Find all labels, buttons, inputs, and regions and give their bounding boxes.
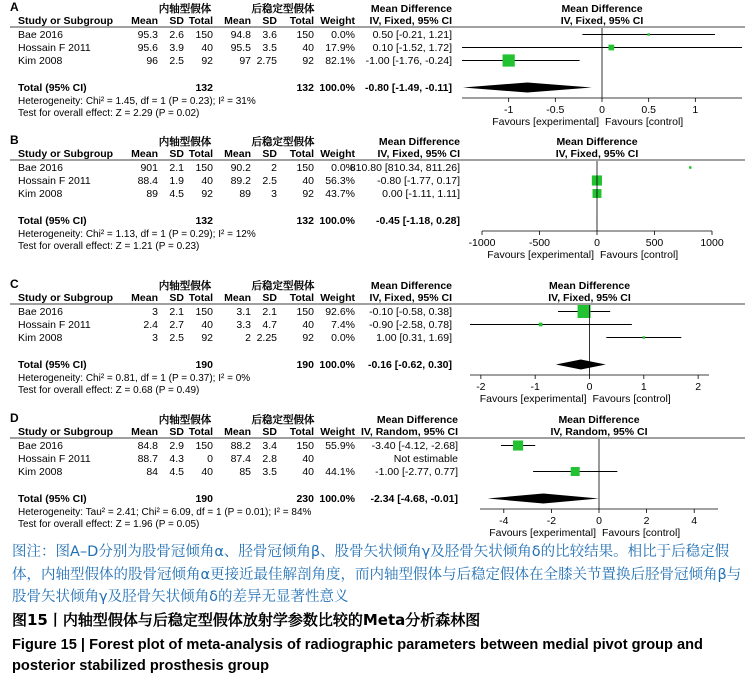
column-header: Mean xyxy=(224,148,251,160)
cell-weight: 43.7% xyxy=(325,188,355,200)
cell-sd-ctrl: 3.5 xyxy=(262,42,277,54)
column-header: Study or Subgroup xyxy=(18,292,114,304)
column-header: Weight xyxy=(320,148,355,160)
study-name: Bae 2016 xyxy=(18,29,63,41)
study-name: Kim 2008 xyxy=(18,188,63,200)
total-weight: 100.0% xyxy=(319,82,355,94)
cell-mean-exp: 3 xyxy=(152,306,158,318)
x-tick-label: 2 xyxy=(643,515,650,527)
effect-marker xyxy=(647,33,650,36)
cell-sd-exp: 2.5 xyxy=(169,55,184,67)
column-header: Total xyxy=(188,15,213,27)
cell-weight: 7.4% xyxy=(331,319,355,331)
cell-ci: -3.40 [-4.12, -2.68] xyxy=(371,440,458,452)
cell-weight: 0.0% xyxy=(331,162,355,174)
cell-sd-exp: 1.9 xyxy=(169,175,184,187)
column-header: Mean xyxy=(224,426,251,438)
total-n-ctrl: 190 xyxy=(296,359,314,371)
column-header: IV, Fixed, 95% CI xyxy=(377,148,460,160)
study-name: Kim 2008 xyxy=(18,332,63,344)
effect-marker xyxy=(643,336,646,339)
cell-mean-exp: 95.3 xyxy=(137,29,158,41)
favours-control: Favours [control] xyxy=(602,527,681,539)
column-header: Total xyxy=(188,426,213,438)
total-n-ctrl: 132 xyxy=(296,215,314,227)
study-name: Hossain F 2011 xyxy=(18,319,91,331)
cell-sd-exp: 4.5 xyxy=(169,466,184,478)
cell-mean-exp: 3 xyxy=(152,332,158,344)
column-header: Mean xyxy=(131,15,158,27)
cell-total-exp: 40 xyxy=(201,42,213,54)
study-name: Hossain F 2011 xyxy=(18,42,91,54)
plot-md-header: Mean Difference xyxy=(556,136,638,148)
column-header: Mean xyxy=(224,15,251,27)
effect-marker xyxy=(513,440,523,450)
column-header: Total xyxy=(289,292,314,304)
x-tick-label: 1000 xyxy=(700,237,724,249)
study-name: Hossain F 2011 xyxy=(18,175,91,187)
plot-method-header: IV, Fixed, 95% CI xyxy=(548,292,631,304)
figure-title-en: Figure 15 | Forest plot of meta-analysis of radiographic parameters between medial pivot group and posterior stabilized prosthesis group xyxy=(12,637,703,674)
x-tick-label: 1 xyxy=(640,381,647,393)
cell-total-ctrl: 92 xyxy=(302,332,314,344)
column-header: SD xyxy=(169,292,184,304)
md-header: Mean Difference xyxy=(370,280,452,292)
total-ci: -0.45 [-1.18, 0.28] xyxy=(375,215,460,227)
heterogeneity-text: Heterogeneity: Chi² = 0.81, df = 1 (P = 0.37); I² = 0% xyxy=(18,373,251,384)
cell-weight: 17.9% xyxy=(325,42,355,54)
cell-total-exp: 92 xyxy=(201,332,213,344)
column-header: Total xyxy=(188,292,213,304)
cell-mean-ctrl: 87.4 xyxy=(230,453,251,465)
total-label: Total (95% CI) xyxy=(18,215,87,227)
overall-effect-text: Test for overall effect: Z = 1.21 (P = 0.23) xyxy=(18,241,200,252)
total-ci: -0.16 [-0.62, 0.30] xyxy=(367,359,452,371)
cell-ci: -0.10 [-0.58, 0.38] xyxy=(369,306,452,318)
cell-sd-exp: 2.9 xyxy=(169,440,184,452)
md-header: Mean Difference xyxy=(378,136,460,148)
cell-ci: 0.00 [-1.11, 1.11] xyxy=(382,188,460,200)
cell-sd-exp: 2.7 xyxy=(169,319,184,331)
cell-total-ctrl: 92 xyxy=(302,55,314,67)
cell-mean-exp: 84.8 xyxy=(137,440,158,452)
total-n-ctrl: 230 xyxy=(296,493,314,505)
column-header: SD xyxy=(262,15,277,27)
x-tick-label: -1000 xyxy=(468,237,496,249)
cell-mean-ctrl: 94.8 xyxy=(230,29,251,41)
cell-sd-ctrl: 3.6 xyxy=(262,29,277,41)
panel-letter-A: A xyxy=(10,0,19,14)
cell-mean-ctrl: 3.1 xyxy=(236,306,251,318)
favours-experimental: Favours [experimental] xyxy=(492,116,599,128)
cell-ci: 0.50 [-0.21, 1.21] xyxy=(372,29,452,41)
favours-control: Favours [control] xyxy=(605,116,684,128)
plot-method-header: IV, Fixed, 95% CI xyxy=(555,148,639,160)
cell-sd-ctrl: 2.75 xyxy=(256,55,277,67)
cell-total-ctrl: 150 xyxy=(296,29,314,41)
x-tick-label: -1 xyxy=(503,104,514,116)
column-header: Study or Subgroup xyxy=(18,148,114,160)
x-tick-label: 1 xyxy=(692,104,699,116)
plot-md-header: Mean Difference xyxy=(561,3,643,15)
cell-sd-ctrl: 3 xyxy=(271,188,277,200)
md-header: Mean Difference xyxy=(376,414,458,426)
cell-mean-exp: 88.4 xyxy=(137,175,158,187)
column-header: SD xyxy=(262,426,277,438)
favours-control: Favours [control] xyxy=(600,249,679,261)
column-header: Total xyxy=(188,148,213,160)
cell-total-ctrl: 40 xyxy=(302,319,314,331)
cell-mean-exp: 95.6 xyxy=(137,42,158,54)
cell-total-ctrl: 40 xyxy=(302,42,314,54)
cell-mean-exp: 2.4 xyxy=(143,319,158,331)
study-name: Kim 2008 xyxy=(18,466,63,478)
plot-method-header: IV, Fixed, 95% CI xyxy=(560,15,644,27)
x-tick-label: -2 xyxy=(546,515,557,527)
cell-mean-ctrl: 89.2 xyxy=(230,175,251,187)
cell-weight: 0.0% xyxy=(331,332,355,344)
column-header: Total xyxy=(289,148,314,160)
cell-total-ctrl: 92 xyxy=(302,188,314,200)
cell-mean-ctrl: 89 xyxy=(239,188,251,200)
total-n-exp: 132 xyxy=(195,82,213,94)
total-label: Total (95% CI) xyxy=(18,82,87,94)
effect-marker xyxy=(503,54,515,66)
cell-total-ctrl: 150 xyxy=(296,162,314,174)
cell-ci: -1.00 [-1.76, -0.24] xyxy=(365,55,452,67)
cell-total-exp: 150 xyxy=(195,306,213,318)
plot-md-header: Mean Difference xyxy=(548,280,631,292)
column-header: IV, Random, 95% CI xyxy=(360,426,458,438)
column-header: SD xyxy=(262,292,277,304)
cell-sd-ctrl: 2 xyxy=(271,162,277,174)
x-tick-label: -4 xyxy=(499,515,509,527)
x-tick-label: -1 xyxy=(530,381,540,393)
cell-mean-exp: 96 xyxy=(146,55,158,67)
x-tick-label: -2 xyxy=(476,381,486,393)
group-header-control: 后稳定型假体 xyxy=(251,3,315,15)
pooled-diamond xyxy=(556,360,606,370)
total-weight: 100.0% xyxy=(319,493,355,505)
favours-experimental: Favours [experimental] xyxy=(489,527,596,539)
cell-mean-exp: 84 xyxy=(146,466,158,478)
figure-note: 图注：图A–D分别为股骨冠倾角α、胫骨冠倾角β、股骨矢状倾角γ及胫骨矢状倾角δ的比较结果。相比于后稳定假体，内轴型假体的股骨冠倾角α更接近最佳解剖角度，而内轴型假体与后稳定假体在全膝关节置换后胫骨冠倾角β与股骨矢状倾角γ及胫骨矢状倾角δ的差异无显著性意义 xyxy=(12,544,742,605)
cell-sd-ctrl: 3.4 xyxy=(262,440,277,452)
total-n-exp: 190 xyxy=(195,359,213,371)
effect-marker xyxy=(608,45,614,51)
panel-letter-C: C xyxy=(10,277,19,291)
cell-sd-exp: 2.1 xyxy=(169,306,184,318)
total-n-ctrl: 132 xyxy=(296,82,314,94)
heterogeneity-text: Heterogeneity: Chi² = 1.45, df = 1 (P = 0.23); I² = 31% xyxy=(18,96,256,107)
panel-letter-D: D xyxy=(10,411,19,425)
group-header-experimental: 内轴型假体 xyxy=(158,3,212,15)
column-header: SD xyxy=(169,148,184,160)
cell-weight: 92.6% xyxy=(325,306,355,318)
group-header-experimental: 内轴型假体 xyxy=(158,136,212,148)
overall-effect-text: Test for overall effect: Z = 2.29 (P = 0.02) xyxy=(18,108,200,119)
cell-total-exp: 150 xyxy=(195,29,213,41)
column-header: Total xyxy=(289,15,314,27)
favours-control: Favours [control] xyxy=(592,393,671,405)
study-name: Bae 2016 xyxy=(18,306,63,318)
cell-sd-exp: 2.5 xyxy=(169,332,184,344)
x-tick-label: 0 xyxy=(599,104,605,116)
pooled-diamond xyxy=(488,494,599,504)
effect-marker xyxy=(578,305,591,318)
cell-mean-exp: 901 xyxy=(140,162,158,174)
x-tick-label: 2 xyxy=(695,381,702,393)
cell-mean-exp: 89 xyxy=(146,188,158,200)
cell-total-exp: 150 xyxy=(195,440,213,452)
group-header-experimental: 内轴型假体 xyxy=(158,280,212,292)
column-header: Total xyxy=(289,426,314,438)
cell-sd-exp: 2.6 xyxy=(169,29,184,41)
cell-ci: 1.00 [0.31, 1.69] xyxy=(376,332,452,344)
cell-mean-ctrl: 85 xyxy=(239,466,251,478)
cell-ci: 810.80 [810.34, 811.26] xyxy=(349,162,460,174)
heterogeneity-text: Heterogeneity: Tau² = 2.41; Chi² = 6.09, df = 1 (P = 0.01); I² = 84% xyxy=(18,507,312,518)
column-header: Mean xyxy=(131,148,158,160)
total-ci: -2.34 [-4.68, -0.01] xyxy=(370,493,458,505)
x-tick-label: 0 xyxy=(596,515,602,527)
cell-mean-exp: 88.7 xyxy=(137,453,158,465)
cell-sd-ctrl: 2.8 xyxy=(262,453,277,465)
cell-sd-exp: 4.5 xyxy=(169,188,184,200)
cell-mean-ctrl: 95.5 xyxy=(230,42,251,54)
overall-effect-text: Test for overall effect: Z = 1.96 (P = 0.05) xyxy=(18,519,200,530)
favours-experimental: Favours [experimental] xyxy=(479,393,587,405)
cell-sd-exp: 4.3 xyxy=(169,453,184,465)
x-tick-label: 0 xyxy=(586,381,593,393)
column-header: SD xyxy=(169,15,184,27)
md-header: Mean Difference xyxy=(370,3,452,15)
plot-method-header: IV, Random, 95% CI xyxy=(550,426,648,438)
panel-letter-B: B xyxy=(10,133,19,147)
x-tick-label: 500 xyxy=(645,237,664,249)
group-header-control: 后稳定型假体 xyxy=(251,414,315,426)
cell-ci: 0.10 [-1.52, 1.72] xyxy=(372,42,452,54)
total-ci: -0.80 [-1.49, -0.11] xyxy=(365,82,452,94)
figure-title-cn: 图15丨内轴型假体与后稳定型假体放射学参数比较的Meta分析森林图 xyxy=(12,611,481,629)
group-header-control: 后稳定型假体 xyxy=(251,136,315,148)
total-n-exp: 190 xyxy=(195,493,213,505)
favours-experimental: Favours [experimental] xyxy=(487,249,594,261)
overall-effect-text: Test for overall effect: Z = 0.68 (P = 0.49) xyxy=(18,385,200,396)
cell-weight: 55.9% xyxy=(325,440,355,452)
column-header: Weight xyxy=(320,426,355,438)
cell-weight: 82.1% xyxy=(325,55,355,67)
cell-weight: 44.1% xyxy=(325,466,355,478)
cell-total-ctrl: 40 xyxy=(302,466,314,478)
column-header: IV, Fixed, 95% CI xyxy=(369,15,452,27)
cell-sd-ctrl: 2.5 xyxy=(262,175,277,187)
column-header: SD xyxy=(169,426,184,438)
total-n-exp: 132 xyxy=(195,215,213,227)
cell-sd-exp: 2.1 xyxy=(169,162,184,174)
plot-md-header: Mean Difference xyxy=(558,414,640,426)
cell-ci: Not estimable xyxy=(393,453,458,465)
column-header: Mean xyxy=(131,292,158,304)
effect-marker xyxy=(689,166,692,169)
cell-weight: 56.3% xyxy=(325,175,355,187)
cell-mean-ctrl: 88.2 xyxy=(230,440,251,452)
cell-ci: -1.00 [-2.77, 0.77] xyxy=(375,466,458,478)
cell-total-ctrl: 150 xyxy=(296,440,314,452)
cell-total-exp: 92 xyxy=(201,188,213,200)
column-header: Study or Subgroup xyxy=(18,15,114,27)
column-header: Mean xyxy=(131,426,158,438)
group-header-experimental: 内轴型假体 xyxy=(158,414,212,426)
cell-mean-ctrl: 90.2 xyxy=(230,162,251,174)
heterogeneity-text: Heterogeneity: Chi² = 1.13, df = 1 (P = 0.29); I² = 12% xyxy=(18,229,256,240)
cell-ci: -0.80 [-1.77, 0.17] xyxy=(377,175,460,187)
x-tick-label: -0.5 xyxy=(546,104,565,116)
cell-sd-ctrl: 2.25 xyxy=(256,332,277,344)
study-name: Bae 2016 xyxy=(18,440,63,452)
study-name: Bae 2016 xyxy=(18,162,63,174)
total-label: Total (95% CI) xyxy=(18,493,87,505)
column-header: IV, Fixed, 95% CI xyxy=(369,292,452,304)
column-header: Mean xyxy=(224,292,251,304)
total-weight: 100.0% xyxy=(319,215,355,227)
cell-total-ctrl: 40 xyxy=(302,453,314,465)
study-name: Kim 2008 xyxy=(18,55,63,67)
cell-total-ctrl: 150 xyxy=(296,306,314,318)
cell-ci: -0.90 [-2.58, 0.78] xyxy=(369,319,452,331)
cell-sd-ctrl: 2.1 xyxy=(262,306,277,318)
pooled-diamond xyxy=(463,83,592,93)
total-weight: 100.0% xyxy=(319,359,355,371)
cell-total-exp: 92 xyxy=(201,55,213,67)
group-header-control: 后稳定型假体 xyxy=(251,280,315,292)
cell-total-exp: 40 xyxy=(201,175,213,187)
x-tick-label: -500 xyxy=(528,237,551,249)
cell-mean-ctrl: 3.3 xyxy=(236,319,251,331)
cell-total-exp: 0 xyxy=(207,453,213,465)
column-header: SD xyxy=(262,148,277,160)
study-name: Hossain F 2011 xyxy=(18,453,91,465)
column-header: Weight xyxy=(320,15,355,27)
cell-total-ctrl: 40 xyxy=(302,175,314,187)
cell-total-exp: 150 xyxy=(195,162,213,174)
effect-marker xyxy=(571,467,580,476)
cell-weight: 0.0% xyxy=(331,29,355,41)
cell-sd-ctrl: 4.7 xyxy=(262,319,277,331)
total-label: Total (95% CI) xyxy=(18,359,87,371)
effect-marker xyxy=(539,323,543,327)
x-tick-label: 4 xyxy=(691,515,698,527)
cell-total-exp: 40 xyxy=(201,466,213,478)
cell-mean-ctrl: 2 xyxy=(245,332,251,344)
column-header: Study or Subgroup xyxy=(18,426,114,438)
column-header: Weight xyxy=(320,292,355,304)
cell-sd-ctrl: 3.5 xyxy=(262,466,277,478)
x-tick-label: 0 xyxy=(594,237,600,249)
cell-mean-ctrl: 97 xyxy=(239,55,251,67)
cell-total-exp: 40 xyxy=(201,319,213,331)
x-tick-label: 0.5 xyxy=(641,104,656,116)
cell-sd-exp: 3.9 xyxy=(169,42,184,54)
